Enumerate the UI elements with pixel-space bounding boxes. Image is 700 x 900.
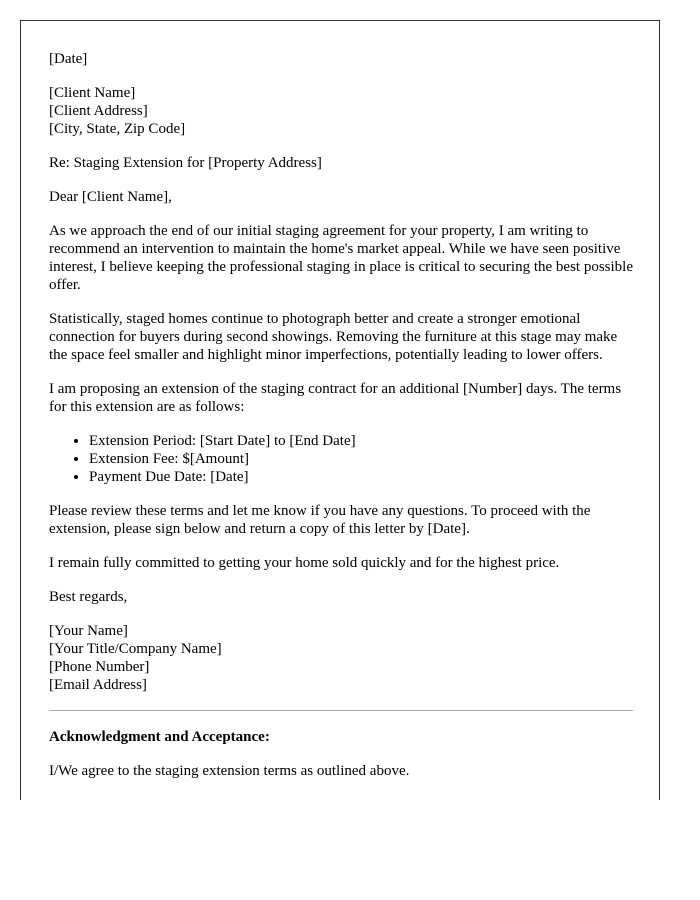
signature-name: [Your Name]	[49, 623, 128, 639]
signature-block	[49, 622, 633, 694]
signature-phone: [Phone Number]	[49, 659, 150, 675]
extension-terms-list	[49, 432, 633, 486]
term-extension-fee: • Extension Fee: $[Amount]	[89, 450, 633, 468]
letter-subject: Re: Staging Extension for [Property Address]	[49, 155, 322, 171]
body-paragraph-proposal: I am proposing an extension of the staging contract for an additional [Number] days. The terms for this extension are as follows:	[49, 381, 622, 415]
acknowledgment-text: I/We agree to the staging extension terms as outlined above.	[49, 763, 410, 779]
body-paragraph-intro: As we approach the end of our initial staging agreement for your property, I am writing to recommend an intervention to maintain the home's market appeal. While we have seen positive interest, I believe keeping the professional staging in place is critical to securing the best possible offer.	[49, 223, 633, 293]
letter-signoff: Best regards,	[49, 589, 128, 605]
signature-title-company: [Your Title/Company Name]	[49, 641, 222, 657]
signature-email: [Email Address]	[49, 677, 147, 693]
acknowledgment-heading: Acknowledgment and Acceptance:	[49, 729, 270, 745]
letter-content	[21, 21, 633, 780]
recipient-address-block	[49, 84, 633, 138]
body-paragraph-statistics: Statistically, staged homes continue to photograph better and create a stronger emotional connection for buyers during second showings. Removing the furniture at this stage may make the space feel smaller and highlight minor imperfections, potentially leading to lower offers.	[49, 311, 618, 363]
section-divider	[49, 710, 633, 711]
recipient-address: [Client Address]	[49, 103, 148, 119]
letter-date: [Date]	[49, 51, 88, 67]
letter-page	[20, 20, 660, 800]
letter-salutation: Dear [Client Name],	[49, 189, 172, 205]
body-paragraph-commitment: I remain fully committed to getting your home sold quickly and for the highest price.	[49, 555, 560, 571]
term-extension-period: • Extension Period: [Start Date] to [End Date]	[89, 432, 633, 450]
body-paragraph-review: Please review these terms and let me know if you have any questions. To proceed with the extension, please sign below and return a copy of this letter by [Date].	[49, 503, 591, 537]
recipient-city-state-zip: [City, State, Zip Code]	[49, 121, 186, 137]
term-payment-due-date: • Payment Due Date: [Date]	[89, 468, 633, 486]
recipient-name: [Client Name]	[49, 85, 136, 101]
